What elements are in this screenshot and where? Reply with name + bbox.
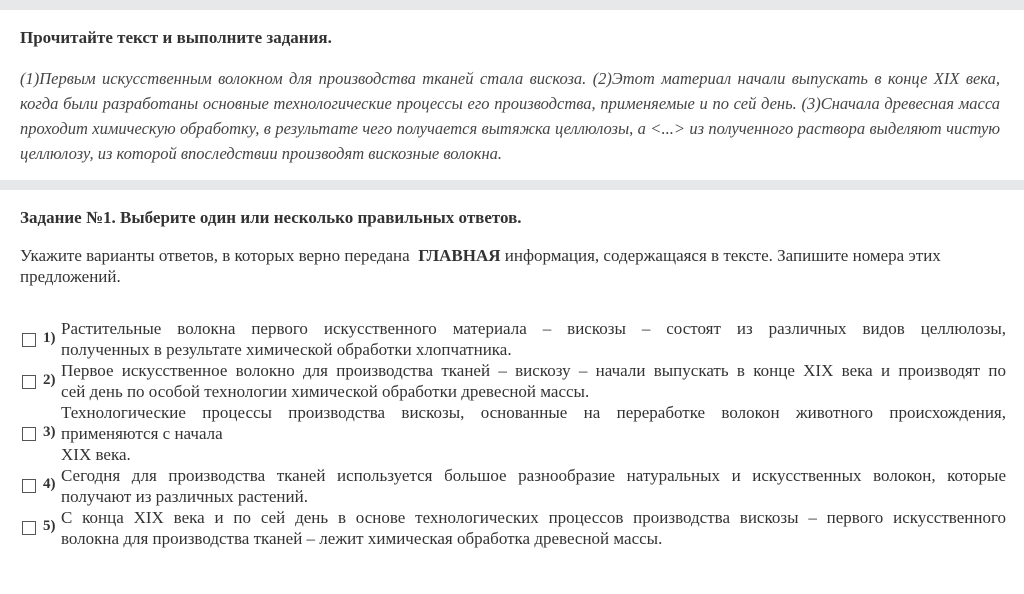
- option-2-text: [61, 360, 1006, 402]
- option-3-line-3: XIX века.: [61, 445, 131, 464]
- option-4-number: 4): [43, 476, 56, 492]
- option-4-line-1: Сегодня для производства тканей используется большое разнообразие натуральных и искусственных волокон, которые: [61, 466, 1006, 485]
- option-4-text: [61, 465, 1006, 507]
- sentence-3: (3)Сначала древесная масса проходит химическую обработку, в результате чего получается вытяжка целлюлозы, а <...> из полученного раствора выделяют чистую целлюлозу, из которой впоследствии производят вискозные волокна.: [20, 94, 1001, 163]
- top-divider-band: [0, 0, 1024, 10]
- option-2-line-2: сей день по особой технологии химической обработки древесной массы.: [61, 382, 590, 401]
- option-2-number: 2): [43, 372, 56, 388]
- instruction-keyword: ГЛАВНАЯ: [418, 246, 501, 265]
- option-3-number: 3): [43, 424, 56, 440]
- option-5-line-2: волокна для производства тканей – лежит химическая обработка древесной массы.: [61, 529, 663, 548]
- option-4-line-2: получают из различных растений.: [61, 487, 308, 506]
- instruction-text-after: информация, содержащаяся в тексте. Запишите номера этих предложений.: [20, 246, 941, 286]
- option-1-checkbox[interactable]: [22, 333, 36, 347]
- reading-heading: Прочитайте текст и выполните задания.: [20, 28, 332, 47]
- task-instruction: [20, 245, 1010, 287]
- option-3-line-1: Технологические процессы производства вискозы, основанные на переработке волокон животного происхождения,: [61, 403, 1006, 422]
- option-5-text: [61, 507, 1006, 549]
- option-2-checkbox[interactable]: [22, 375, 36, 389]
- section-divider-band: [0, 180, 1024, 190]
- sentence-2: (2)Этот материал начали выпускать в конце XIX века, когда были разработаны основные технологические процессы его производства, применяемые и по сей день.: [20, 69, 1000, 113]
- sentence-1: (1)Первым искусственным волокном для производства тканей стала вискоза.: [20, 69, 587, 88]
- option-3-text: [61, 402, 1006, 465]
- option-1-line-1: Растительные волокна первого искусственного материала – вискозы – состоят из различных видов целлюлозы,: [61, 319, 1006, 338]
- option-1-text: [61, 318, 1006, 360]
- option-1-line-2: полученных в результате химической обработки хлопчатника.: [61, 340, 512, 359]
- option-2-line-1: Первое искусственное волокно для производства тканей – вискозу – начали выпускать в конце XIX века и производят по: [61, 361, 1006, 380]
- option-5-line-1: С конца XIX века и по сей день в основе технологических процессов производства вискозы – первого искусственного: [61, 508, 1006, 527]
- option-3-checkbox[interactable]: [22, 427, 36, 441]
- instruction-text-before: Укажите варианты ответов, в которых верно передана: [20, 246, 410, 265]
- option-5-checkbox[interactable]: [22, 521, 36, 535]
- option-5-number: 5): [43, 518, 56, 534]
- option-4-checkbox[interactable]: [22, 479, 36, 493]
- option-3-line-2: применяются с начала: [61, 424, 223, 443]
- option-1-number: 1): [43, 330, 56, 346]
- task-heading: Задание №1. Выберите один или несколько правильных ответов.: [20, 208, 522, 227]
- reading-passage: [20, 66, 1000, 166]
